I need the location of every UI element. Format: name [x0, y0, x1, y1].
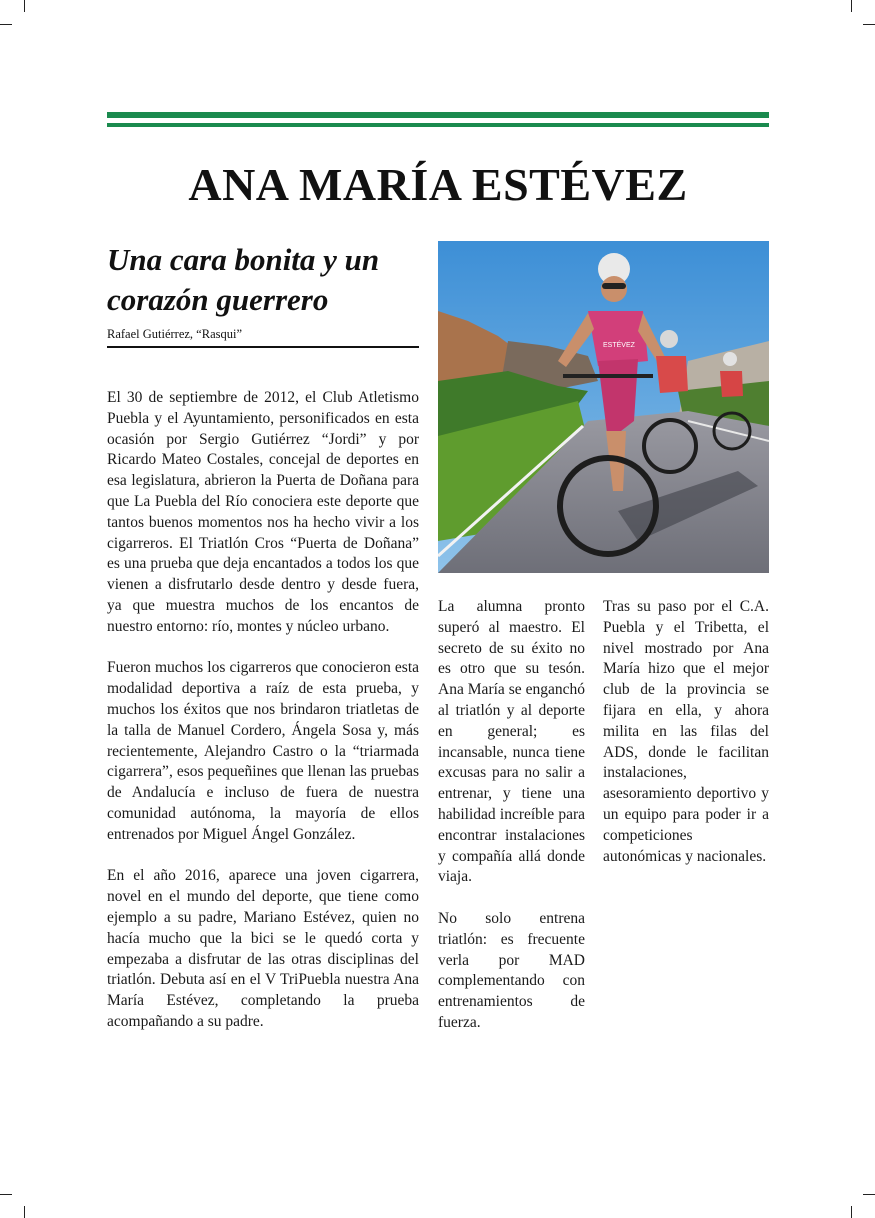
article-byline: Rafael Gutiérrez, “Rasqui”: [107, 327, 243, 341]
crop-mark: [863, 24, 875, 25]
paragraph: Fueron muchos los cigarreros que conocieron esta modalidad deportiva a raíz de esta prueba, y muchos los éxitos que nos brindaron triatletas de la talla de Manuel Cordero, Ángela Sosa y, más recientemente, Alejandro Castro o la “triarmada cigarrera”, esos pequeñines que llenan las pruebas de Andalucía e incluso de fuera de nuestra comunidad autónoma, la mayoría de ellos entrenados por Miguel Ángel González.: [107, 659, 419, 843]
header-rule-top: [107, 112, 769, 118]
paragraph: El 30 de septiembre de 2012, el Club Atletismo Puebla y el Ayuntamiento, personificados en esta ocasión por Sergio Gutiérrez “Jordi” y por Ricardo Mateo Costales, concejal de deportes en esa legislatura, abrieron la Puerta de Doñana para que La Puebla del Río conociera este deporte que tantos buenos momentos nos ha hecho vivir a los cigarreros. El Triatlón Cros “Puerta de Doñana” es una prueba que deja encantados a todos los que vienen a disfrutarlo desde dentro y desde fuera, ya que muestra muchos de los encantos de nuestro entorno: río, montes y núcleo urbano.: [107, 389, 419, 635]
paragraph: La alumna pronto superó al maestro. El secreto de su éxito no es otro que su tesón. Ana María se enganchó al triatlón y al deporte en general; es incansable, nunca tiene excusas para no salir a entrenar, y tiene una habilidad increíble para encontrar instalaciones y compañía allá donde viaja.: [438, 598, 585, 886]
header-rule-bottom: [107, 123, 769, 127]
paragraph: Tras su paso por el C.A. Puebla y el Tribetta, el nivel mostrado por Ana María hizo que el mejor club de la provincia se fijara en ella, y ahora milita en las filas del ADS, donde le facilitan instalaciones, asesoramiento deportivo y un equipo para poder ir a competiciones autonómicas y nacionales.: [603, 598, 769, 865]
crop-mark: [24, 1206, 25, 1218]
article-subtitle: Una cara bonita y un corazón guerrero: [107, 242, 380, 317]
crop-mark: [851, 0, 852, 12]
byline-rule: [107, 346, 419, 348]
crop-mark: [0, 24, 12, 25]
cyclists-photo: [438, 241, 769, 573]
crop-mark: [863, 1194, 875, 1195]
paragraph: En el año 2016, aparece una joven cigarrera, novel en el mundo del deporte, que tiene como ejemplo a su padre, Mariano Estévez, quien no hacía mucho que la bici se le quedó corta y empezaba a disfrutar de las otras disciplinas del triatlón. Debuta así en el V TriPuebla nuestra Ana María Estévez, completando la prueba acompañando a su padre.: [107, 867, 419, 1030]
column-3: [603, 597, 769, 888]
crop-mark: [0, 1194, 12, 1195]
article-title: ANA MARÍA ESTÉVEZ: [188, 159, 688, 210]
paragraph: No solo entrena triatlón: es frecuente verla por MAD complementando con entrenamientos de fuerza.: [438, 909, 585, 1031]
column-2: [438, 597, 585, 1055]
crop-mark: [24, 0, 25, 12]
crop-mark: [851, 1206, 852, 1218]
column-1: [107, 388, 419, 1054]
jersey-text: ESTÉVEZ: [603, 342, 635, 349]
